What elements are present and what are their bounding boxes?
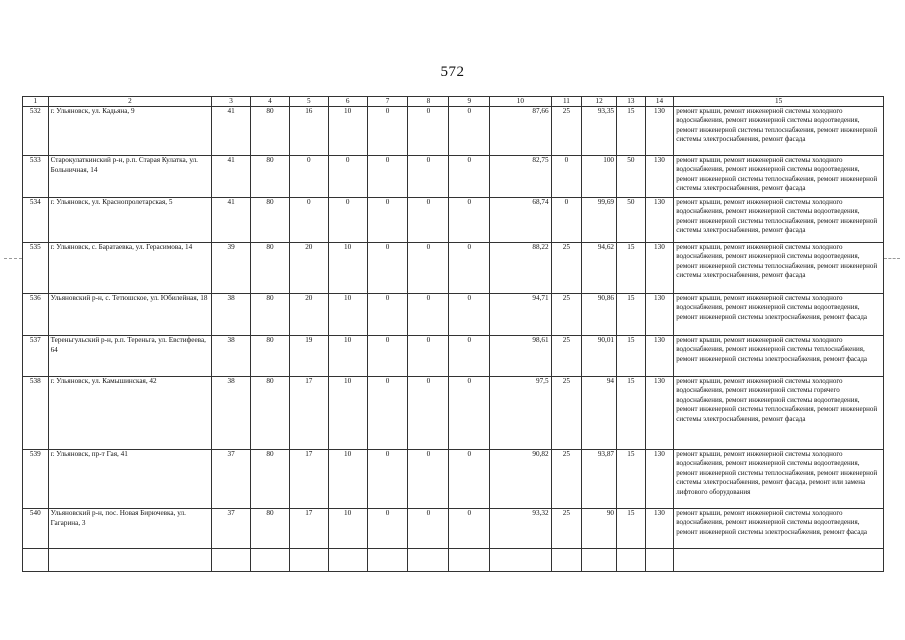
row-number: 534 xyxy=(23,198,49,243)
col-5: 19 xyxy=(289,336,328,377)
empty-cell xyxy=(289,549,328,572)
col-9: 0 xyxy=(449,156,490,198)
row-number: 532 xyxy=(23,107,49,156)
col-13: 15 xyxy=(617,243,646,294)
col-3: 41 xyxy=(212,198,251,243)
col-14: 130 xyxy=(645,509,674,549)
col-5: 0 xyxy=(289,156,328,198)
empty-cell xyxy=(551,549,582,572)
col-13: 15 xyxy=(617,450,646,509)
column-header-8: 8 xyxy=(408,97,449,107)
empty-cell xyxy=(674,549,884,572)
empty-cell xyxy=(645,549,674,572)
col-10: 87,66 xyxy=(490,107,551,156)
col-10: 82,75 xyxy=(490,156,551,198)
works-list: ремонт крыши, ремонт инженерной системы холодного водоснабжения, ремонт инженерной системы водоотведения, ремонт инженерной системы теплоснабжения, ремонт инженерной системы электроснабжения, ремонт фасада xyxy=(674,198,884,243)
works-list: ремонт крыши, ремонт инженерной системы холодного водоснабжения, ремонт инженерной системы водоотведения, ремонт инженерной системы электроснабжения, ремонт фасада xyxy=(674,509,884,549)
col-4: 80 xyxy=(251,198,290,243)
col-12: 100 xyxy=(582,156,617,198)
col-6: 10 xyxy=(328,294,367,336)
works-list: ремонт крыши, ремонт инженерной системы холодного водоснабжения, ремонт инженерной системы горячего водоснабжения, ремонт инженерной системы водоотведения, ремонт инженерной системы теплоснабжения, ремонт инженерной системы электроснабжения, ремонт фасада xyxy=(674,377,884,450)
col-10: 88,22 xyxy=(490,243,551,294)
column-header-4: 4 xyxy=(251,97,290,107)
column-header-1: 1 xyxy=(23,97,49,107)
col-6: 10 xyxy=(328,377,367,450)
col-9: 0 xyxy=(449,509,490,549)
column-header-14: 14 xyxy=(645,97,674,107)
col-14: 130 xyxy=(645,156,674,198)
col-5: 0 xyxy=(289,198,328,243)
empty-cell xyxy=(48,549,212,572)
col-12: 94,62 xyxy=(582,243,617,294)
empty-row xyxy=(23,549,884,572)
col-4: 80 xyxy=(251,156,290,198)
col-3: 41 xyxy=(212,156,251,198)
address: Старокулаткинский р-н, р.п. Старая Кулатка, ул. Больничная, 14 xyxy=(48,156,212,198)
col-8: 0 xyxy=(408,243,449,294)
col-8: 0 xyxy=(408,450,449,509)
col-13: 15 xyxy=(617,294,646,336)
col-12: 90,86 xyxy=(582,294,617,336)
empty-cell xyxy=(212,549,251,572)
page-number: 572 xyxy=(440,64,465,80)
col-11: 25 xyxy=(551,450,582,509)
table-row xyxy=(23,509,884,549)
col-11: 25 xyxy=(551,377,582,450)
row-number: 533 xyxy=(23,156,49,198)
column-header-12: 12 xyxy=(582,97,617,107)
works-list: ремонт крыши, ремонт инженерной системы холодного водоснабжения, ремонт инженерной системы водоотведения, ремонт инженерной системы теплоснабжения, ремонт инженерной системы электроснабжения, ремонт фасада xyxy=(674,107,884,156)
col-8: 0 xyxy=(408,107,449,156)
col-12: 93,87 xyxy=(582,450,617,509)
col-13: 50 xyxy=(617,156,646,198)
col-6: 0 xyxy=(328,156,367,198)
col-11: 25 xyxy=(551,336,582,377)
col-7: 0 xyxy=(367,509,408,549)
col-11: 25 xyxy=(551,107,582,156)
col-14: 130 xyxy=(645,294,674,336)
col-3: 39 xyxy=(212,243,251,294)
works-list: ремонт крыши, ремонт инженерной системы холодного водоснабжения, ремонт инженерной системы теплоснабжения, ремонт инженерной системы электроснабжения, ремонт фасада xyxy=(674,336,884,377)
address: Ульяновский р-н, с. Тетюшское, ул. Юбилейная, 18 xyxy=(48,294,212,336)
col-4: 80 xyxy=(251,243,290,294)
row-number: 537 xyxy=(23,336,49,377)
table-row xyxy=(23,377,884,450)
col-10: 97,5 xyxy=(490,377,551,450)
column-header-7: 7 xyxy=(367,97,408,107)
col-6: 10 xyxy=(328,450,367,509)
works-list: ремонт крыши, ремонт инженерной системы холодного водоснабжения, ремонт инженерной системы водоотведения, ремонт инженерной системы теплоснабжения, ремонт инженерной системы электроснабжения, ремонт фасада xyxy=(674,156,884,198)
column-header-13: 13 xyxy=(617,97,646,107)
col-5: 17 xyxy=(289,377,328,450)
col-13: 15 xyxy=(617,336,646,377)
register-table xyxy=(22,96,884,572)
col-14: 130 xyxy=(645,107,674,156)
col-14: 130 xyxy=(645,243,674,294)
column-header-2: 2 xyxy=(48,97,212,107)
col-5: 20 xyxy=(289,243,328,294)
col-10: 90,82 xyxy=(490,450,551,509)
col-7: 0 xyxy=(367,336,408,377)
empty-cell xyxy=(251,549,290,572)
col-9: 0 xyxy=(449,294,490,336)
col-7: 0 xyxy=(367,243,408,294)
row-number: 539 xyxy=(23,450,49,509)
col-13: 15 xyxy=(617,377,646,450)
col-12: 99,69 xyxy=(582,198,617,243)
col-13: 50 xyxy=(617,198,646,243)
table-row xyxy=(23,294,884,336)
col-9: 0 xyxy=(449,107,490,156)
col-3: 38 xyxy=(212,377,251,450)
col-14: 130 xyxy=(645,450,674,509)
row-number: 535 xyxy=(23,243,49,294)
col-12: 90,01 xyxy=(582,336,617,377)
col-3: 38 xyxy=(212,336,251,377)
col-7: 0 xyxy=(367,198,408,243)
col-3: 37 xyxy=(212,450,251,509)
column-header-6: 6 xyxy=(328,97,367,107)
col-14: 130 xyxy=(645,336,674,377)
col-7: 0 xyxy=(367,377,408,450)
column-header-5: 5 xyxy=(289,97,328,107)
table-row xyxy=(23,336,884,377)
col-6: 10 xyxy=(328,107,367,156)
col-8: 0 xyxy=(408,294,449,336)
empty-cell xyxy=(367,549,408,572)
col-10: 68,74 xyxy=(490,198,551,243)
col-12: 94 xyxy=(582,377,617,450)
fold-mark-left xyxy=(4,258,22,259)
col-6: 10 xyxy=(328,509,367,549)
col-3: 37 xyxy=(212,509,251,549)
col-10: 98,61 xyxy=(490,336,551,377)
col-8: 0 xyxy=(408,156,449,198)
address: Ульяновский р-н, пос. Новая Бирючевка, ул. Гагарина, 3 xyxy=(48,509,212,549)
col-5: 16 xyxy=(289,107,328,156)
col-14: 130 xyxy=(645,198,674,243)
col-7: 0 xyxy=(367,107,408,156)
col-5: 17 xyxy=(289,450,328,509)
col-5: 17 xyxy=(289,509,328,549)
table-row xyxy=(23,107,884,156)
col-11: 25 xyxy=(551,243,582,294)
col-9: 0 xyxy=(449,450,490,509)
col-4: 80 xyxy=(251,450,290,509)
column-header-15: 15 xyxy=(674,97,884,107)
table-row xyxy=(23,243,884,294)
col-3: 41 xyxy=(212,107,251,156)
col-8: 0 xyxy=(408,198,449,243)
col-3: 38 xyxy=(212,294,251,336)
col-7: 0 xyxy=(367,294,408,336)
address: г. Ульяновск, ул. Камышинская, 42 xyxy=(48,377,212,450)
col-6: 10 xyxy=(328,336,367,377)
row-number: 536 xyxy=(23,294,49,336)
col-11: 0 xyxy=(551,156,582,198)
col-9: 0 xyxy=(449,243,490,294)
table-row xyxy=(23,450,884,509)
empty-cell xyxy=(328,549,367,572)
col-4: 80 xyxy=(251,509,290,549)
col-9: 0 xyxy=(449,198,490,243)
empty-cell xyxy=(617,549,646,572)
col-9: 0 xyxy=(449,336,490,377)
col-11: 25 xyxy=(551,509,582,549)
col-8: 0 xyxy=(408,509,449,549)
col-4: 80 xyxy=(251,294,290,336)
col-12: 90 xyxy=(582,509,617,549)
col-10: 94,71 xyxy=(490,294,551,336)
col-5: 20 xyxy=(289,294,328,336)
col-8: 0 xyxy=(408,377,449,450)
empty-cell xyxy=(23,549,49,572)
row-number: 538 xyxy=(23,377,49,450)
fold-mark-right xyxy=(884,258,900,259)
col-6: 0 xyxy=(328,198,367,243)
col-4: 80 xyxy=(251,377,290,450)
col-9: 0 xyxy=(449,377,490,450)
empty-cell xyxy=(582,549,617,572)
col-6: 10 xyxy=(328,243,367,294)
col-8: 0 xyxy=(408,336,449,377)
col-11: 0 xyxy=(551,198,582,243)
address: Тереньгульский р-н, р.п. Тереньга, ул. Евстифеева, 64 xyxy=(48,336,212,377)
address: г. Ульяновск, с. Баратаевка, ул. Герасимова, 14 xyxy=(48,243,212,294)
address: г. Ульяновск, пр-т Гая, 41 xyxy=(48,450,212,509)
table-row xyxy=(23,198,884,243)
table-row xyxy=(23,156,884,198)
column-header-3: 3 xyxy=(212,97,251,107)
column-number-header xyxy=(23,97,884,107)
empty-cell xyxy=(490,549,551,572)
col-4: 80 xyxy=(251,336,290,377)
col-7: 0 xyxy=(367,156,408,198)
address: г. Ульяновск, ул. Краснопролетарская, 5 xyxy=(48,198,212,243)
col-10: 93,32 xyxy=(490,509,551,549)
empty-cell xyxy=(408,549,449,572)
col-13: 15 xyxy=(617,509,646,549)
col-4: 80 xyxy=(251,107,290,156)
col-11: 25 xyxy=(551,294,582,336)
row-number: 540 xyxy=(23,509,49,549)
col-7: 0 xyxy=(367,450,408,509)
address: г. Ульяновск, ул. Кадьяна, 9 xyxy=(48,107,212,156)
works-list: ремонт крыши, ремонт инженерной системы холодного водоснабжения, ремонт инженерной системы водоотведения, ремонт инженерной системы теплоснабжения, ремонт инженерной системы электроснабжения, ремонт фасада, ремонт или замена лифтового оборудования xyxy=(674,450,884,509)
column-header-9: 9 xyxy=(449,97,490,107)
col-12: 93,35 xyxy=(582,107,617,156)
col-14: 130 xyxy=(645,377,674,450)
column-header-11: 11 xyxy=(551,97,582,107)
column-header-10: 10 xyxy=(490,97,551,107)
col-13: 15 xyxy=(617,107,646,156)
empty-cell xyxy=(449,549,490,572)
works-list: ремонт крыши, ремонт инженерной системы холодного водоснабжения, ремонт инженерной системы водоотведения, ремонт инженерной системы теплоснабжения, ремонт инженерной системы электроснабжения, ремонт фасада xyxy=(674,243,884,294)
works-list: ремонт крыши, ремонт инженерной системы холодного водоснабжения, ремонт инженерной системы водоотведения, ремонт инженерной системы электроснабжения, ремонт фасада xyxy=(674,294,884,336)
